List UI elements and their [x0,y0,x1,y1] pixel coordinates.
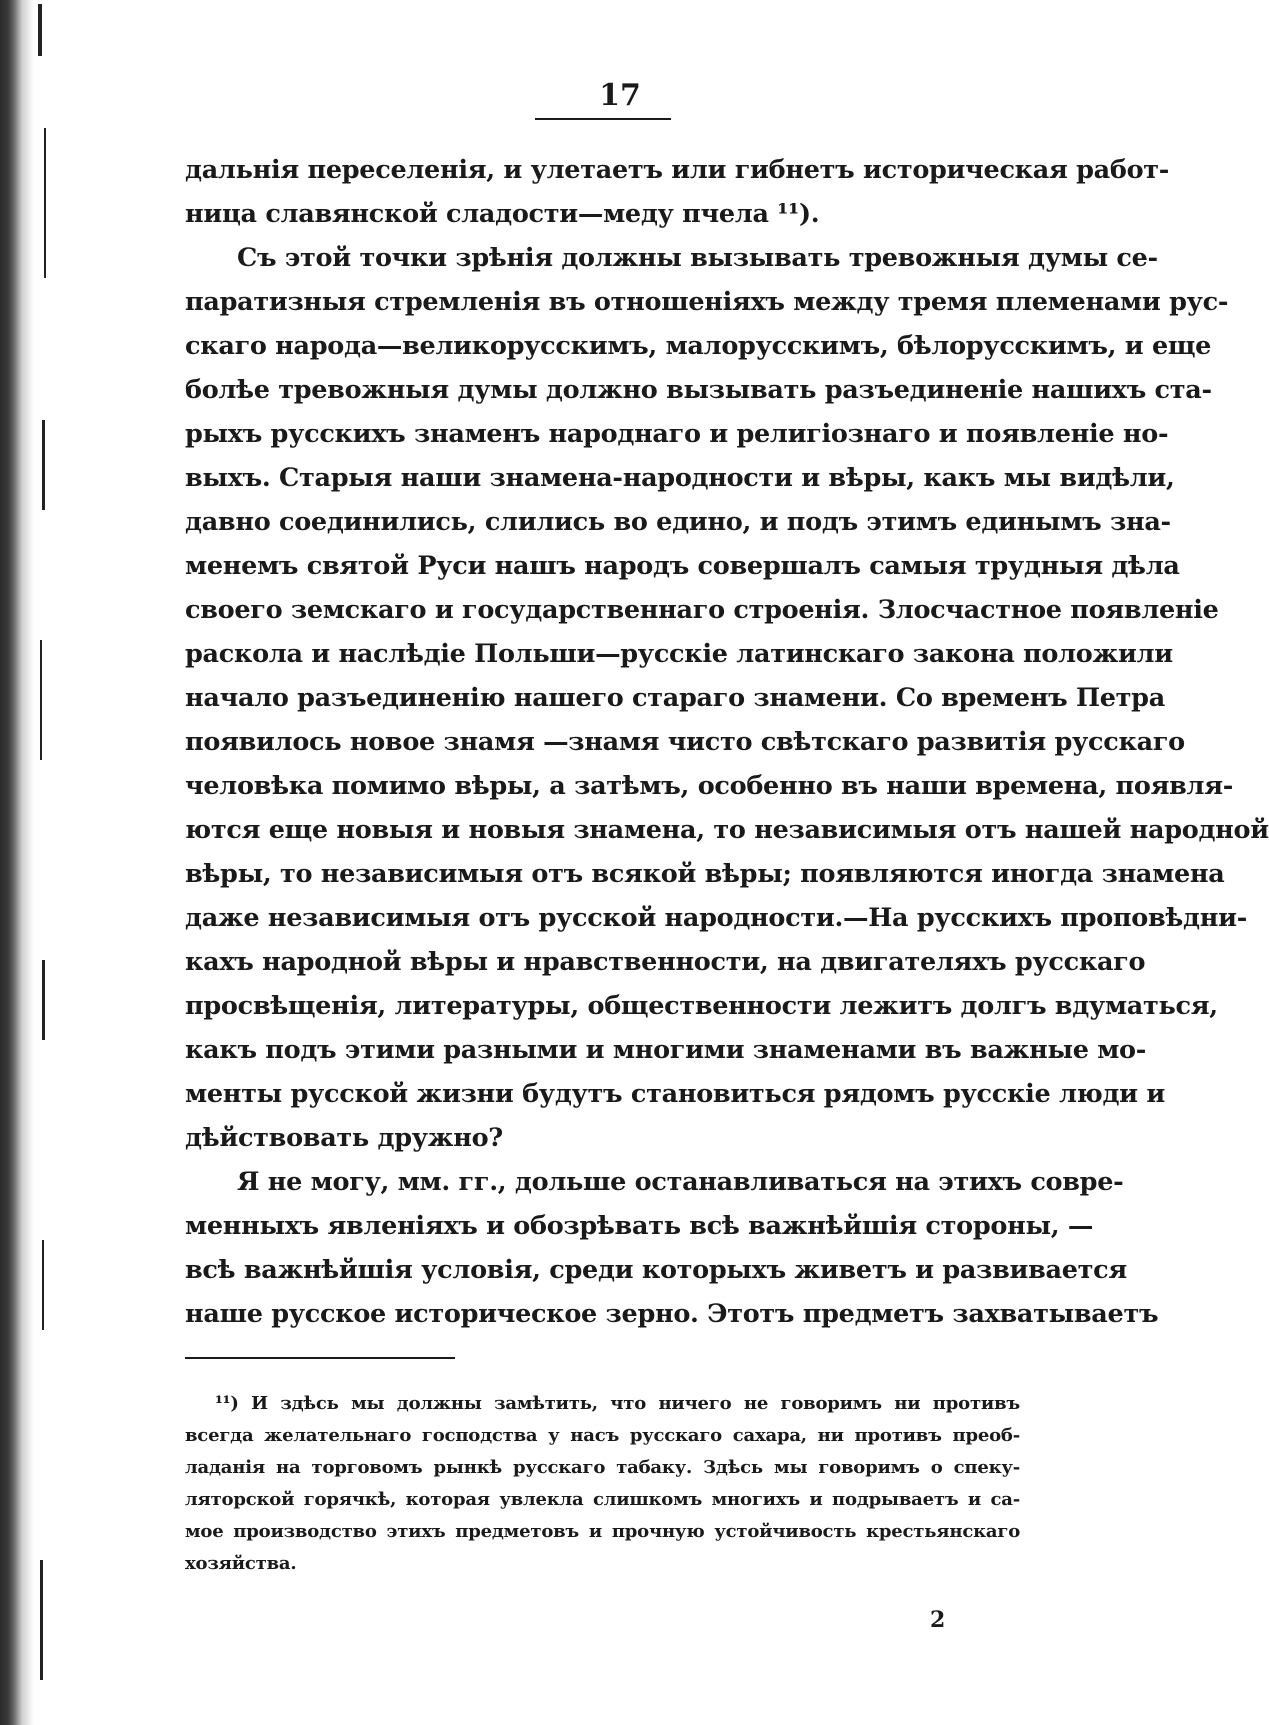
footnote-rule [185,1357,455,1359]
binding-edge [0,0,36,1725]
footnote [185,1388,1020,1580]
edge-mark [42,1240,44,1330]
text-line: менты русской жизни будутъ становиться рядомъ русскіе люди и [185,1079,1165,1109]
text-line: появилось новое знамя —знамя чисто свѣтскаго развитія русскаго [185,727,1185,757]
edge-mark [42,960,45,1040]
text-line: паратизныя стремленія въ отношеніяхъ между тремя племенами рус- [185,287,1229,317]
text-line: вѣры, то независимыя отъ всякой вѣры; появляются иногда знамена [185,859,1225,889]
text-line: дальнія переселенія, и улетаетъ или гибнетъ историческая работ- [185,155,1170,185]
text-line: дѣйствовать дружно? [185,1123,503,1153]
text-line: болѣе тревожныя думы должно вызывать разъединеніе нашихъ ста- [185,375,1212,405]
text-line: давно соединились, слились во едино, и подъ этимъ единымъ зна- [185,507,1171,537]
text-line: рыхъ русскихъ знаменъ народнаго и религіознаго и появленіе но- [185,419,1169,449]
text-line: просвѣщенія, литературы, общественности лежитъ долгъ вдуматься, [185,991,1218,1021]
text-line: Я не могу, мм. гг., дольше останавливаться на этихъ совре- [237,1167,1124,1197]
edge-mark [38,4,42,56]
text-line: менемъ святой Руси нашъ народъ совершалъ самыя трудныя дѣла [185,551,1180,581]
edge-mark [40,1560,43,1680]
text-line: начало разъединенію нашего стараго знамени. Со временъ Петра [185,683,1165,713]
text-line: кахъ народной вѣры и нравственности, на двигателяхъ русскаго [185,947,1146,977]
page-number: 17 [599,78,641,113]
footnote-line: ляторской горячкѣ, которая увлекла слишкомъ многихъ и подрываетъ и са- [185,1489,1020,1510]
signature-mark: 2 [930,1607,946,1633]
text-line: скаго народа—великорусскимъ, малорусскимъ, бѣлорусскимъ, и еще [185,331,1212,361]
body-text [185,148,1269,1336]
text-line: менныхъ явленіяхъ и обозрѣвать всѣ важнѣйшія стороны, — [185,1211,1094,1241]
text-line: какъ подъ этими разными и многими знаменами въ важные мо- [185,1035,1147,1065]
edge-mark [44,128,46,278]
text-line: ница славянской сладости—меду пчела ¹¹). [185,199,820,229]
footnote-line: мое производство этихъ предметовъ и прочную устойчивость крестьянскаго [185,1521,1020,1542]
footnote-line: ¹¹) И здѣсь мы должны замѣтить, что ничего не говоримъ ни противъ [215,1393,1020,1414]
footnote-line: всегда желательнаго господства у насъ русскаго сахара, ни противъ преоб- [185,1425,1020,1446]
footnote-line: ладанія на торговомъ рынкѣ русскаго табаку. Здѣсь мы говоримъ о спеку- [185,1457,1020,1478]
text-line: Съ этой точки зрѣнія должны вызывать тревожныя думы се- [237,243,1158,273]
text-line: наше русское историческое зерно. Этотъ предметъ захватываетъ [185,1299,1159,1329]
text-line: даже независимыя отъ русской народности.—На русскихъ проповѣдни- [185,903,1247,933]
footnote-line: хозяйства. [185,1553,297,1574]
text-line: человѣка помимо вѣры, а затѣмъ, особенно въ наши времена, появля- [185,771,1234,801]
text-line: выхъ. Старыя наши знамена-народности и вѣры, какъ мы видѣли, [185,463,1175,493]
text-line: ются еще новыя и новыя знамена, то независимыя отъ нашей народной [185,815,1269,845]
text-line: своего земскаго и государственнаго строенія. Злосчастное появленіе [185,595,1219,625]
page-number-rule [535,118,671,120]
edge-mark [40,640,42,760]
text-line: раскола и наслѣдіе Польши—русскіе латинскаго закона положили [185,639,1173,669]
text-line: всѣ важнѣйшія условія, среди которыхъ живетъ и развивается [185,1255,1127,1285]
edge-mark [42,420,45,510]
